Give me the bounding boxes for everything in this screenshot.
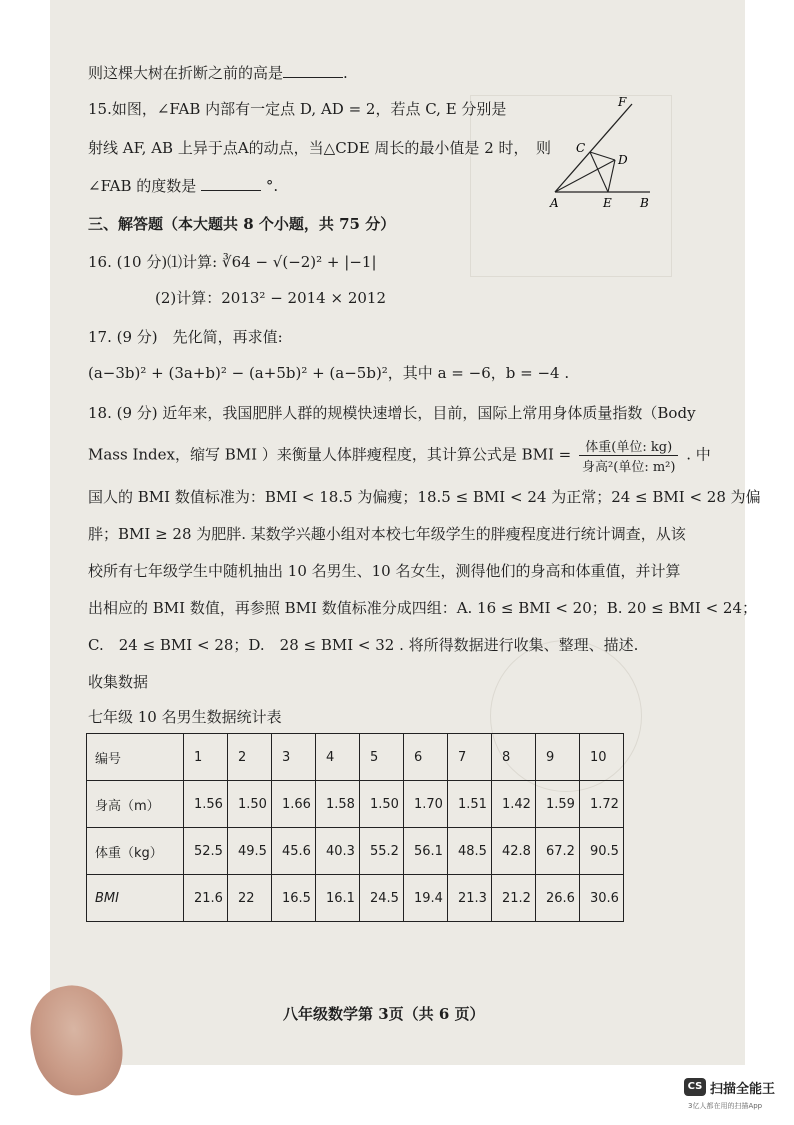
table-cell: 52.5	[184, 828, 228, 875]
segment-cd	[590, 152, 615, 160]
collect-data-heading: 收集数据	[88, 673, 149, 691]
table-cell: 9	[536, 734, 580, 781]
row-header: 体重（kg）	[87, 828, 184, 875]
table-cell: 49.5	[228, 828, 272, 875]
table-cell: 22	[228, 875, 272, 922]
table-cell: 55.2	[360, 828, 404, 875]
q18-line3: 国人的 BMI 数值标准为：BMI < 18.5 为偏瘦；18.5 ≤ BMI < 24 为正常；24 ≤ BMI < 28 为偏	[88, 488, 761, 506]
table-cell: 1.58	[316, 781, 360, 828]
row-header: 身高（m）	[87, 781, 184, 828]
q16-part2: (2)计算：2013² − 2014 × 2012	[155, 289, 386, 307]
table-cell: 1.50	[228, 781, 272, 828]
table-cell: 16.5	[272, 875, 316, 922]
table-row	[87, 828, 624, 875]
bmi-formula-denominator: 身高²(单位: m²)	[582, 460, 676, 475]
table-cell: 26.6	[536, 875, 580, 922]
q14-text: 则这棵大树在折断之前的高是	[88, 64, 284, 82]
table-row	[87, 781, 624, 828]
table-cell: 1.70	[404, 781, 448, 828]
table-cell: 1.59	[536, 781, 580, 828]
q18-line2-prefix: Mass Index，缩写 BMI ）来衡量人体胖瘦程度，其计算公式是 BMI =	[88, 445, 572, 464]
bmi-data-table	[86, 733, 624, 922]
q18-line1: 18. (9 分) 近年来，我国肥胖人群的规模快速增长，目前，国际上常用身体质量指数（Body	[88, 404, 696, 422]
q16-part1-prefix: 16. (10 分)⑴计算:	[88, 253, 218, 271]
segment-de	[608, 160, 615, 192]
table-cell: 7	[448, 734, 492, 781]
q14-answer-blank	[283, 63, 343, 78]
table-title: 七年级 10 名男生数据统计表	[88, 708, 282, 726]
label-a: A	[550, 196, 559, 210]
table-cell: 21.3	[448, 875, 492, 922]
label-d: D	[618, 153, 628, 167]
table-cell: 1.72	[580, 781, 624, 828]
label-e: E	[603, 196, 612, 210]
table-cell: 2	[228, 734, 272, 781]
q16-part1	[88, 251, 377, 272]
label-c: C	[576, 141, 586, 155]
table-cell: 8	[492, 734, 536, 781]
table-cell: 6	[404, 734, 448, 781]
table-cell: 56.1	[404, 828, 448, 875]
q15-answer-blank	[201, 176, 261, 191]
table-cell: 1	[184, 734, 228, 781]
q15-line3	[88, 175, 278, 196]
table-cell: 1.50	[360, 781, 404, 828]
table-cell: 30.6	[580, 875, 624, 922]
camscanner-logo-icon: CS	[684, 1078, 706, 1096]
table-cell: 16.1	[316, 875, 360, 922]
q15-line1: 15.如图，∠FAB 内部有一定点 D, AD = 2，若点 C, E 分别是	[88, 100, 507, 118]
table-cell: 21.2	[492, 875, 536, 922]
q14-tail: 则这棵大树在折断之前的高是 .	[88, 64, 348, 82]
camscanner-brand-name: 扫描全能王	[710, 1082, 776, 1097]
q17-line2: (a−3b)² + (3a+b)² − (a+5b)² + (a−5b)²，其中 a = −6，b = −4 .	[88, 364, 570, 382]
table-cell: 67.2	[536, 828, 580, 875]
table-cell: 21.6	[184, 875, 228, 922]
table-cell: 42.8	[492, 828, 536, 875]
q18-line2-suffix: . 中	[686, 445, 711, 464]
page-footer: 八年级数学第 3页（共 6 页）	[283, 1005, 485, 1023]
row-header: BMI	[87, 875, 184, 922]
q15-line2: 射线 AF, AB 上异于点A的动点，当△CDE 周长的最小值是 2 时， 则	[88, 139, 552, 157]
table-row	[87, 875, 624, 922]
bmi-formula-numerator: 体重(单位: kg)	[579, 436, 678, 456]
table-cell: 5	[360, 734, 404, 781]
q17-line1: 17. (9 分) 先化简，再求值:	[88, 328, 283, 346]
q15-geometry-figure	[540, 92, 660, 210]
table-cell: 1.66	[272, 781, 316, 828]
label-f: F	[618, 95, 627, 109]
bmi-formula-fraction	[579, 436, 678, 475]
table-cell: 24.5	[360, 875, 404, 922]
table-cell: 90.5	[580, 828, 624, 875]
label-b: B	[640, 196, 649, 210]
table-cell: 10	[580, 734, 624, 781]
table-cell: 19.4	[404, 875, 448, 922]
camscanner-tagline: 3亿人都在用的扫描App	[688, 1102, 763, 1110]
q18-line2	[88, 436, 711, 475]
table-cell: 48.5	[448, 828, 492, 875]
q15-degree-suffix: °.	[265, 177, 279, 195]
table-cell: 40.3	[316, 828, 360, 875]
table-row	[87, 734, 624, 781]
q15-line3-text: ∠FAB 的度数是	[88, 177, 197, 195]
q18-line6: 出相应的 BMI 数值，再参照 BMI 数值标准分成四组：A. 16 ≤ BMI < 20；B. 20 ≤ BMI < 24；	[88, 599, 757, 617]
table-cell: 3	[272, 734, 316, 781]
q16-part1-expression: ∛64 − √(−2)² + |−1|	[222, 253, 377, 271]
q18-line7: C. 24 ≤ BMI < 28；D. 28 ≤ BMI < 32 . 将所得数据进行收集、整理、描述.	[88, 636, 639, 654]
table-cell: 1.42	[492, 781, 536, 828]
table-cell: 4	[316, 734, 360, 781]
q18-line4: 胖；BMI ≥ 28 为肥胖. 某数学兴趣小组对本校七年级学生的胖瘦程度进行统计调查，从该	[88, 525, 686, 543]
row-header: 编号	[87, 734, 184, 781]
table-cell: 1.56	[184, 781, 228, 828]
table-cell: 45.6	[272, 828, 316, 875]
section3-heading: 三、解答题（本大题共 8 个小题，共 75 分）	[88, 215, 396, 233]
q18-line5: 校所有七年级学生中随机抽出 10 名男生、10 名女生，测得他们的身高和体重值，并计算	[88, 562, 681, 580]
ray-af	[555, 104, 632, 192]
table-cell: 1.51	[448, 781, 492, 828]
